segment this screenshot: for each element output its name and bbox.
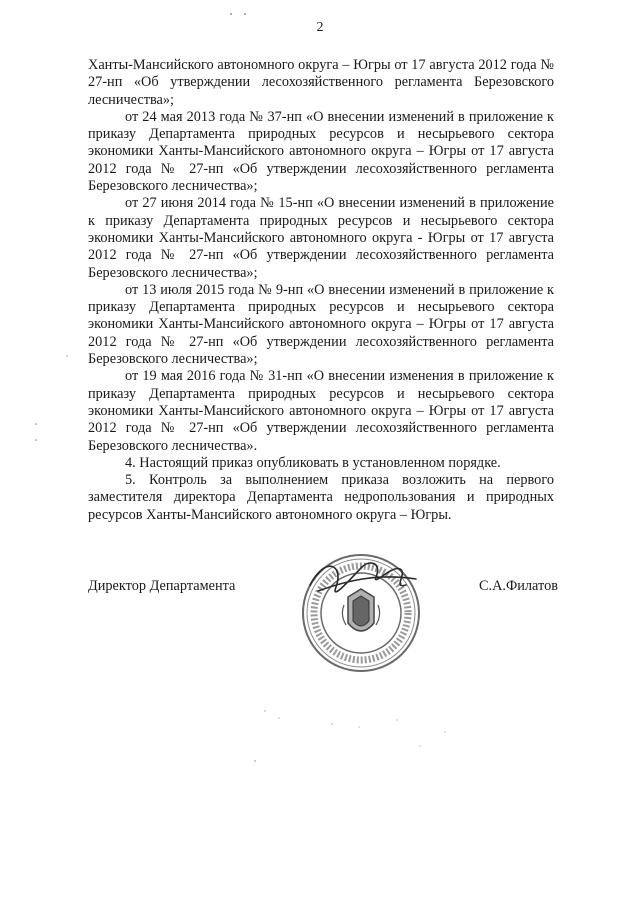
paragraph-amendment-2014: от 27 июня 2014 года № 15-нп «О внесении изменений в приложение к приказу Департамента природных ресурсов и несырьевого сектора экономики Ханты-Мансийского автономного округа - Югры от 17 августа 2012 года № 27-нп «Об утверждении лесохозяйственного регламента Березовского лесничества»; (88, 195, 554, 281)
paragraph-item-4: 4. Настоящий приказ опубликовать в установленном порядке. (125, 454, 501, 471)
paragraph-amendment-2016: от 19 мая 2016 года № 31-нп «О внесении изменения в приложение к приказу Департамента природных ресурсов и несырьевого сектора экономики Ханты-Мансийского автономного округа – Югры от 17 августа 2012 года № 27-нп «Об утверждении лесохозяйственного регламента Березовского лесничества». (88, 368, 554, 454)
paragraph-amendment-2015: от 13 июля 2015 года № 9-нп «О внесении изменений в приложение к приказу Департамента природных ресурсов и несырьевого сектора экономики Ханты-Мансийского автономного округа – Югры от 17 августа 2012 года № 27-нп «Об утверждении лесохозяйственного регламента Березовского лесничества»; (88, 281, 554, 368)
official-seal-icon (296, 545, 426, 675)
page-number: 2 (316, 20, 324, 35)
signatory-name: С.А.Филатов (478, 578, 558, 594)
paragraph-item-5: 5. Контроль за выполнением приказа возложить на первого заместителя директора Департамента недропользования и природных ресурсов Ханты-Мансийского автономного округа – Югры. (88, 472, 554, 523)
paragraph-continuation: Ханты-Мансийского автономного округа – Югры от 17 августа 2012 года № 27-нп «Об утверждении лесохозяйственного регламента Березовского лесничества»; (88, 57, 554, 108)
document-body (88, 57, 554, 524)
signatory-position: Директор Департамента (88, 578, 236, 594)
paragraph-amendment-2013: от 24 мая 2013 года № 37-нп «О внесении изменений в приложение к приказу Департамента природных ресурсов и несырьевого сектора экономики Ханты-Мансийского автономного округа – Югры от 17 августа 2012 года № 27-нп «Об утверждении лесохозяйственного регламента Березовского лесничества»; (88, 108, 554, 195)
